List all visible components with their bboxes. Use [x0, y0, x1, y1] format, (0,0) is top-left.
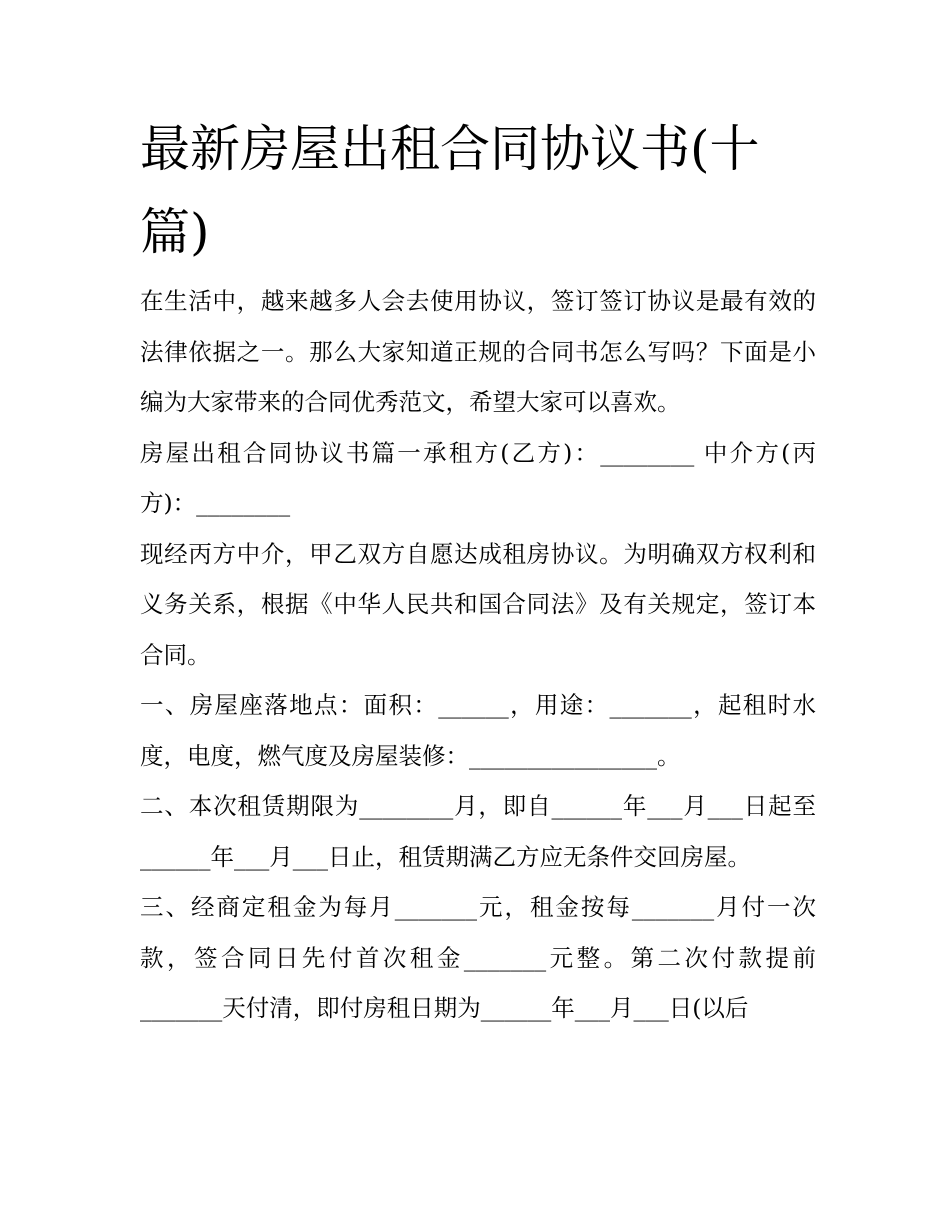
- agreement-paragraph: 现经丙方中介，甲乙双方自愿达成租房协议。为明确双方权利和义务关系，根据《中华人民共和国合同法》及有关规定，签订本合同。: [140, 539, 816, 669]
- document-body: [140, 276, 816, 1034]
- document-title: 最新房屋出租合同协议书(十篇): [140, 120, 760, 261]
- parties-paragraph: 房屋出租合同协议书篇一承租方(乙方)：________ 中介方(丙方)：________: [140, 438, 816, 517]
- clause-2-paragraph: 二、本次租赁期限为________月，即自______年___月___日起至______年___月___日止，租赁期满乙方应无条件交回房屋。: [140, 792, 816, 871]
- clause-1-paragraph: 一、房屋座落地点：面积：______，用途：_______，起租时水度，电度，燃气度及房屋装修：________________。: [140, 691, 816, 770]
- intro-paragraph: 在生活中，越来越多人会去使用协议，签订签订协议是最有效的法律依据之一。那么大家知道正规的合同书怎么写吗？下面是小编为大家带来的合同优秀范文，希望大家可以喜欢。: [140, 287, 816, 416]
- clause-3-paragraph: 三、经商定租金为每月_______元，租金按每_______月付一次款，签合同日先付首次租金_______元整。第二次付款提前_______天付清，即付房租日期为______年___月___日(以后: [140, 893, 816, 1022]
